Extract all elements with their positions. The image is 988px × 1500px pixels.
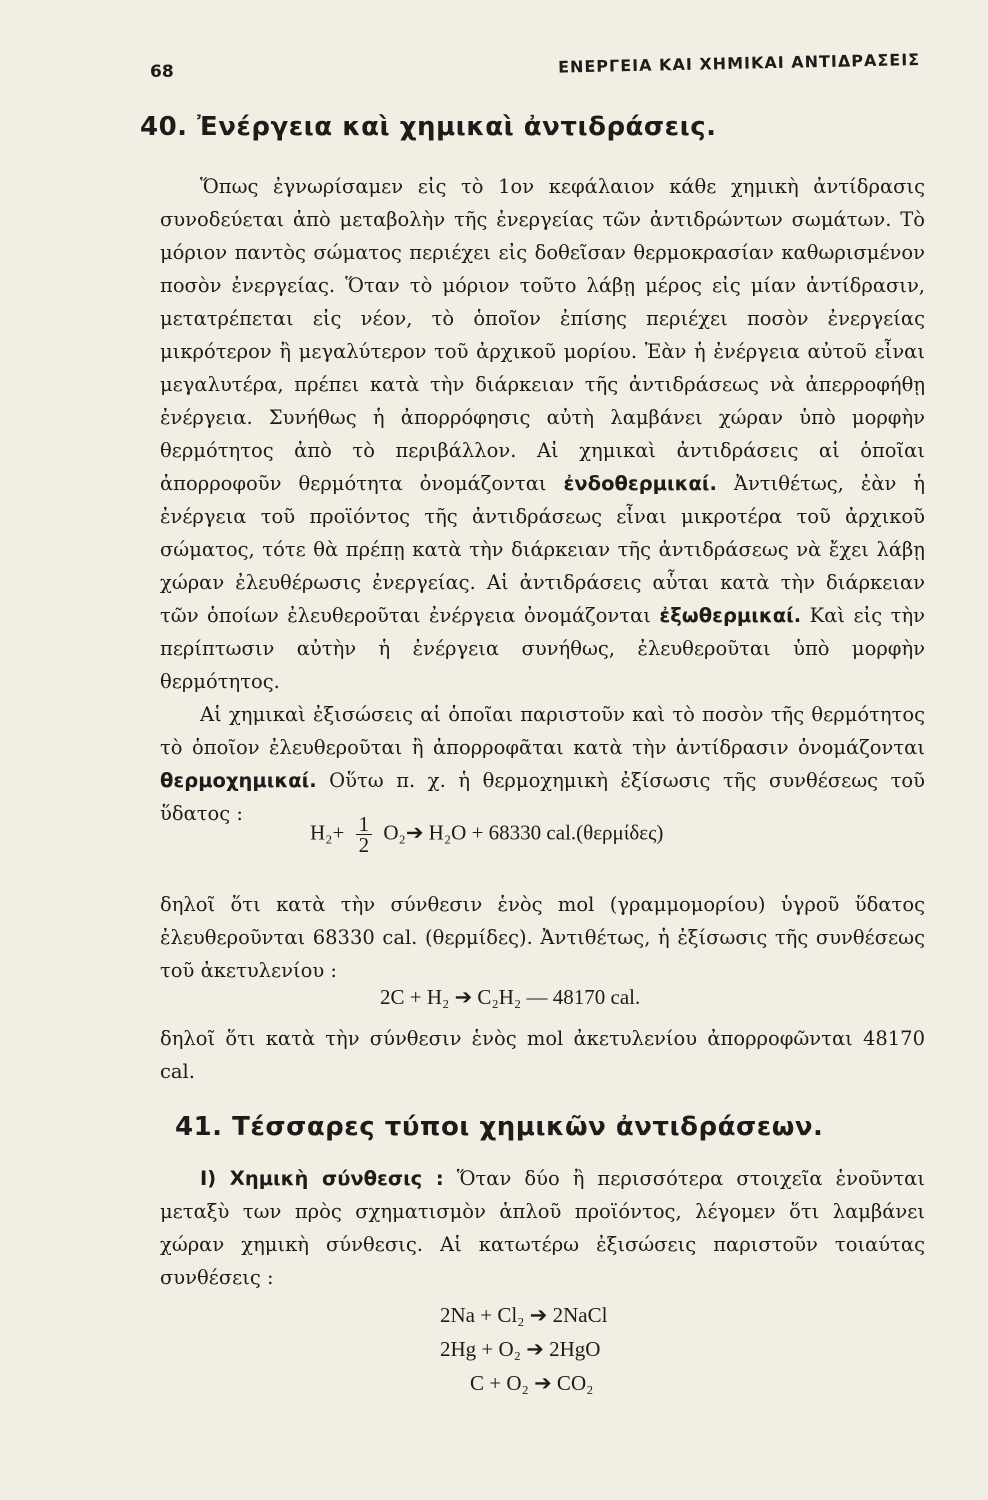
water-explanation bbox=[160, 888, 925, 987]
synthesis-equations bbox=[440, 1298, 607, 1400]
paragraph-text: Ὅπως ἐγνωρίσαμεν εἰς τὸ 1ον κεφάλαιον κάθε χημικὴ ἀντίδρασις συνοδεύεται ἀπὸ μεταβολὴν τῆς ἐνεργείας τῶν ἀντιδρώντων σωμάτων. Τὸ μόριον παντὸς σώματος περιέχει εἰς δοθεῖσαν θερμοκρασίαν καθωρισμένον ποσὸν ἐνεργείας. Ὅταν τὸ μόριον τοῦτο λάβῃ μέρος εἰς μίαν ἀντίδρασιν, μετατρέπεται εἰς νέον, τὸ ὁποῖον ἐπίσης περιέχει ποσὸν ἐνεργείας μικρότερον ἢ μεγαλύτερον τοῦ ἀρχικοῦ μορίου. Ἐὰν ἡ ἐνέργεια αὐτοῦ εἶναι μεγαλυτέρα, πρέπει κατὰ τὴν διάρκειαν τῆς ἀντιδράσεως νὰ ἀπερροφήθῃ ἐνέργεια. Συνήθως ἡ ἀπορρόφησις αὐτὴ λαμβάνει χώραν ὑπὸ μορφὴν θερμότητος ἀπὸ τὸ περιβάλλον. Αἱ χημικαὶ ἀντιδράσεις αἱ ὁποῖαι ἀπορροφοῦν θερμότητα ὀνομάζονται bbox=[160, 175, 925, 495]
page-number: 68 bbox=[150, 62, 174, 82]
paragraph-text: Ὅταν δύο ἢ περισσότερα στοιχεῖα ἑνοῦνται μεταξὺ των πρὸς σχηματισμὸν ἁπλοῦ προϊόντος, λέγομεν ὅτι λαμβάνει χώραν χημικὴ σύνθεσις. Αἱ κατωτέρω ἐξισώσεις παριστοῦν τοιαύτας συνθέσεις : bbox=[160, 1167, 925, 1289]
term-thermochemical: θερμοχημικαί. bbox=[160, 769, 317, 792]
term-exothermic: ἐξωθερμικαί. bbox=[659, 604, 802, 627]
acetylene-explanation bbox=[160, 1022, 925, 1088]
equation-line: 2Hg + O₂ ➔ 2HgO bbox=[440, 1337, 601, 1361]
section-40-body bbox=[160, 170, 925, 830]
equation-acetylene: 2C + H₂ ➔ C₂H₂ — 48170 cal. bbox=[380, 985, 641, 1009]
equation-water bbox=[310, 814, 663, 855]
section-41-title: 41. Τέσσαρες τύποι χημικῶν ἀντιδράσεων. bbox=[175, 1112, 824, 1142]
paragraph-text: Ἀντιθέτως, ἐὰν ἡ ἐνέργεια τοῦ προϊόντος τῆς ἀντιδράσεως εἶναι μικροτέρα τοῦ ἀρχικοῦ σώματος, τότε θὰ πρέπῃ κατὰ τὴν διάρκειαν τῆς ἀντιδράσεως νὰ ἔχει λάβῃ χώραν ἐλευθέρωσις ἐνεργείας. Αἱ ἀντιδράσεις αὗται κατὰ τὴν διάρκειαν τῶν ὁποίων ἐλευθεροῦται ἐνέργεια ὀνομάζονται bbox=[160, 472, 926, 627]
equation-part: H₂+ bbox=[310, 820, 345, 845]
equation-line: 2Na + Cl₂ ➔ 2NaCl bbox=[440, 1303, 608, 1327]
fraction bbox=[356, 814, 373, 855]
paragraph-text: Αἱ χημικαὶ ἐξισώσεις αἱ ὁποῖαι παριστοῦν καὶ τὸ ποσὸν τῆς θερμότητος τὸ ὁποῖον ἐλευθεροῦται ἢ ἀπορροφᾶται κατὰ τὴν ἀντίδρασιν ὀνομάζονται bbox=[160, 703, 925, 759]
paragraph bbox=[160, 1162, 925, 1294]
paragraph: δηλοῖ ὅτι κατὰ τὴν σύνθεσιν ἑνὸς mol ἀκετυλενίου ἀπορροφῶνται 48170 cal. bbox=[160, 1027, 925, 1083]
section-41-body bbox=[160, 1162, 925, 1294]
paragraph-text: Καὶ εἰς τὴν περίπτωσιν αὐτὴν ἡ ἐνέργεια συνήθως, ἐλευθεροῦται ὑπὸ μορφὴν θερμότητος. bbox=[160, 604, 925, 693]
equation-line: C + O₂ ➔ CO₂ bbox=[470, 1371, 594, 1395]
fraction-numerator: 1 bbox=[356, 814, 373, 835]
equation-part: O₂➔ H₂O + 68330 cal.(θερμίδες) bbox=[383, 820, 664, 845]
running-header: ΕΝΕΡΓΕΙΑ ΚΑΙ ΧΗΜΙΚΑΙ ΑΝΤΙΔΡΑΣΕΙΣ bbox=[557, 50, 921, 77]
paragraph bbox=[160, 170, 925, 698]
item-label: I) Χημικὴ σύνθεσις : bbox=[200, 1167, 444, 1190]
term-endothermic: ἐνδοθερμικαί. bbox=[563, 472, 717, 495]
fraction-denominator: 2 bbox=[358, 833, 370, 857]
section-40-title: 40. Ἐνέργεια καὶ χημικαὶ ἀντιδράσεις. bbox=[140, 112, 717, 142]
paragraph bbox=[160, 698, 925, 830]
paragraph: δηλοῖ ὅτι κατὰ τὴν σύνθεσιν ἑνὸς mol (γραμμομορίου) ὑγροῦ ὕδατος ἐλευθεροῦνται 68330 cal. (θερμίδες). Ἀντιθέτως, ἡ ἐξίσωσις τῆς συνθέσεως τοῦ ἀκετυλενίου : bbox=[160, 893, 925, 982]
paragraph-text: Οὕτω π. χ. ἡ θερμοχημικὴ ἐξίσωσις τῆς συνθέσεως τοῦ ὕδατος : bbox=[160, 769, 925, 825]
